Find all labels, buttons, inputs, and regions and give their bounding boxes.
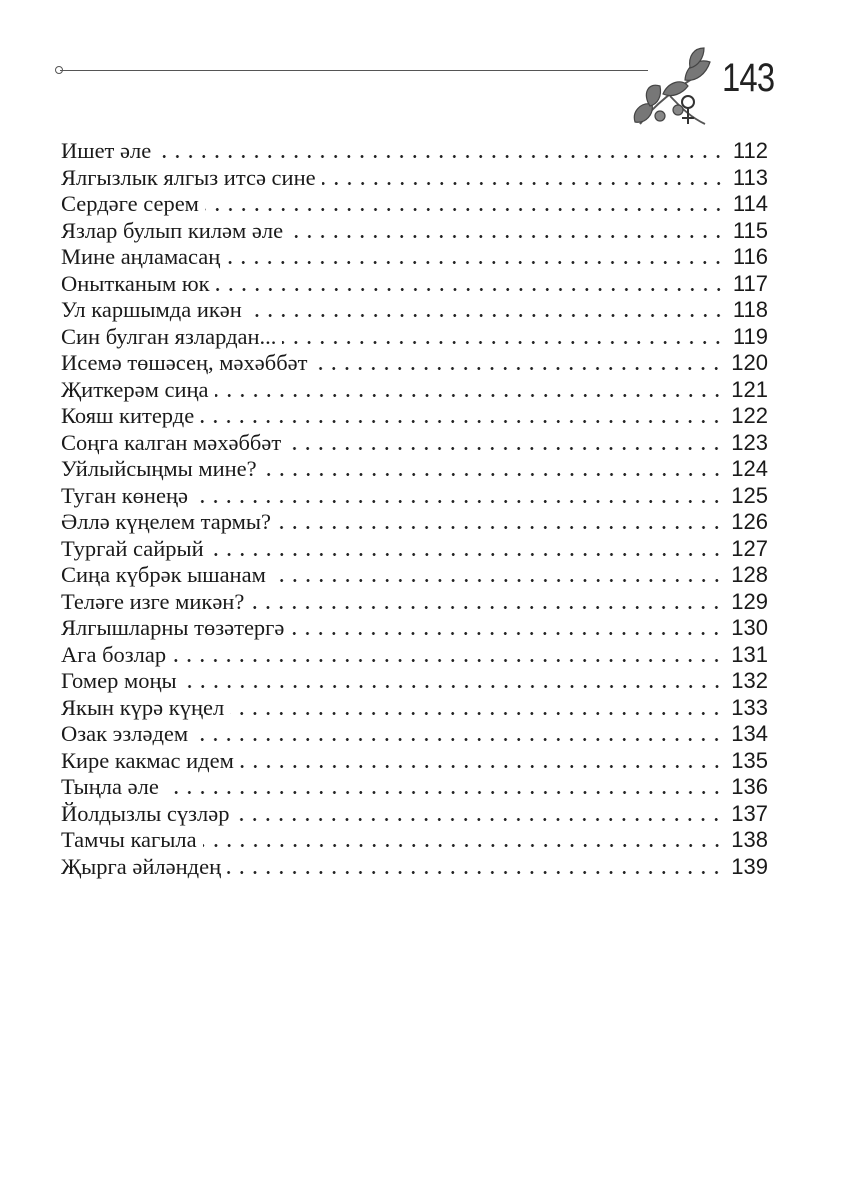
toc-entry-page-number: 137 [731, 800, 768, 826]
toc-entry [61, 827, 768, 854]
toc-entry [61, 377, 768, 404]
dot-leader [157, 155, 725, 158]
toc-entry-page-number: 122 [731, 403, 768, 428]
dot-leader [290, 632, 723, 635]
toc-entry-page-number: 132 [731, 668, 768, 693]
toc-entry [61, 615, 768, 642]
dot-leader [240, 765, 723, 768]
toc-entry [61, 562, 768, 589]
toc-entry-page-number: 116 [732, 244, 768, 269]
dot-leader [194, 500, 723, 503]
toc-entry [61, 854, 768, 881]
toc-entry-page-number: 117 [732, 270, 768, 296]
toc-entry [61, 350, 768, 377]
toc-entry [61, 244, 768, 271]
dot-leader [287, 447, 723, 450]
toc-entry-page-number: 124 [731, 456, 768, 481]
dot-leader [205, 208, 725, 211]
dot-leader [235, 818, 723, 821]
toc-entry-title: Уйлыйсыңмы мине? [61, 456, 257, 481]
dot-leader [203, 844, 724, 847]
leaf-ornament-icon [630, 44, 720, 130]
toc-entry-title: Соңга калган мәхәббәт [61, 429, 282, 455]
toc-entry [61, 536, 768, 563]
toc-entry-title: Сердәге серем [61, 191, 199, 216]
dot-leader [250, 606, 723, 609]
toc-entry-title: Син булган язлардан... [61, 323, 277, 349]
toc-entry-page-number: 126 [731, 509, 768, 534]
toc-entry [61, 748, 768, 775]
dot-leader [272, 579, 723, 582]
toc-entry-title: Кояш китерде [61, 403, 195, 428]
toc-entry-title: Кире какмас идем [61, 747, 234, 773]
toc-entry-page-number: 112 [732, 138, 768, 163]
toc-entry-title: Ишет әле [61, 138, 152, 163]
toc-entry-page-number: 130 [731, 615, 768, 640]
toc-entry-title: Теләге изге микән? [61, 588, 245, 614]
toc-entry [61, 218, 768, 245]
toc-entry [61, 589, 768, 616]
toc-entry [61, 456, 768, 483]
toc-entry-title: Ялгышларны төзәтергә [61, 615, 285, 640]
toc-entry [61, 774, 768, 801]
toc-entry-page-number: 138 [731, 827, 768, 852]
dot-leader [227, 871, 723, 874]
toc-entry-title: Сиңа күбрәк ышанам [61, 562, 266, 587]
dot-leader [248, 314, 725, 317]
toc-entry-page-number: 131 [731, 641, 768, 667]
dot-leader [183, 685, 724, 688]
toc-entry-page-number: 113 [732, 164, 768, 190]
page-number: 143 [722, 56, 775, 100]
toc-entry-page-number: 118 [732, 297, 768, 322]
toc-entry-page-number: 129 [731, 588, 768, 614]
toc-entry-title: Тургай сайрый [61, 535, 204, 561]
toc-entry [61, 403, 768, 430]
toc-entry [61, 297, 768, 324]
toc-entry-page-number: 133 [731, 694, 768, 720]
toc-entry [61, 668, 768, 695]
toc-entry-page-number: 136 [731, 774, 768, 799]
toc-entry-title: Якын күрә күңел [61, 694, 225, 720]
toc-entry-page-number: 127 [731, 535, 768, 561]
toc-entry [61, 642, 768, 669]
toc-entry [61, 695, 768, 722]
toc-entry [61, 191, 768, 218]
dot-leader [172, 659, 723, 662]
dot-leader [165, 791, 723, 794]
toc-entry-title: Ялгызлык ялгыз итсә сине [61, 164, 316, 190]
toc-entry-title: Язлар булып киләм әле [61, 217, 284, 243]
toc-entry-page-number: 120 [731, 350, 768, 375]
toc-entry-title: Озак эзләдем [61, 721, 189, 746]
toc-entry [61, 483, 768, 510]
toc-entry-title: Җиткерәм сиңа [61, 376, 209, 402]
toc-entry-title: Исемә төшәсең, мәхәббәт [61, 350, 308, 375]
toc-entry [61, 138, 768, 165]
toc-entry-title: Тыңла әле [61, 774, 159, 799]
dot-leader [263, 473, 724, 476]
toc-entry-page-number: 114 [732, 191, 768, 216]
header-rule [60, 70, 648, 71]
dot-leader [194, 738, 723, 741]
toc-entry-title: Тамчы кагыла [61, 827, 197, 852]
toc-entry-title: Гомер моңы [61, 668, 177, 693]
toc-entry-title: Ул каршымда икән [61, 297, 242, 322]
toc-entry-page-number: 134 [731, 721, 768, 746]
dot-leader [277, 526, 723, 529]
toc-entry-title: Онытканым юк [61, 270, 210, 296]
dot-leader [282, 341, 724, 344]
dot-leader [322, 182, 725, 185]
toc-entry [61, 165, 768, 192]
dot-leader [226, 261, 725, 264]
dot-leader [313, 367, 723, 370]
dot-leader [216, 288, 725, 291]
toc-entry [61, 801, 768, 828]
toc-entry [61, 324, 768, 351]
dot-leader [230, 712, 723, 715]
toc-entry [61, 721, 768, 748]
dot-leader [289, 235, 725, 238]
toc-entry-page-number: 121 [731, 376, 768, 402]
toc-entry [61, 430, 768, 457]
dot-leader [200, 420, 723, 423]
toc-entry-page-number: 125 [731, 482, 768, 508]
dot-leader [210, 553, 724, 556]
toc-entry-page-number: 139 [731, 853, 768, 879]
toc-entry-title: Әллә күңелем тармы? [61, 509, 271, 534]
toc-entry-title: Йолдызлы сүзләр [61, 800, 230, 826]
toc-entry [61, 271, 768, 298]
toc-entry-title: Җырга әйләндең [61, 853, 222, 879]
table-of-contents [61, 138, 768, 880]
toc-entry-title: Ага бозлар [61, 641, 167, 667]
toc-entry-page-number: 115 [732, 217, 768, 243]
toc-entry-page-number: 135 [731, 747, 768, 773]
toc-entry-title: Мине аңламасаң [61, 244, 221, 269]
toc-entry-title: Туган көнеңә [61, 482, 188, 508]
toc-entry-page-number: 119 [732, 323, 768, 349]
toc-entry-page-number: 123 [731, 429, 768, 455]
dot-leader [215, 394, 724, 397]
toc-entry [61, 509, 768, 536]
toc-entry-page-number: 128 [731, 562, 768, 587]
